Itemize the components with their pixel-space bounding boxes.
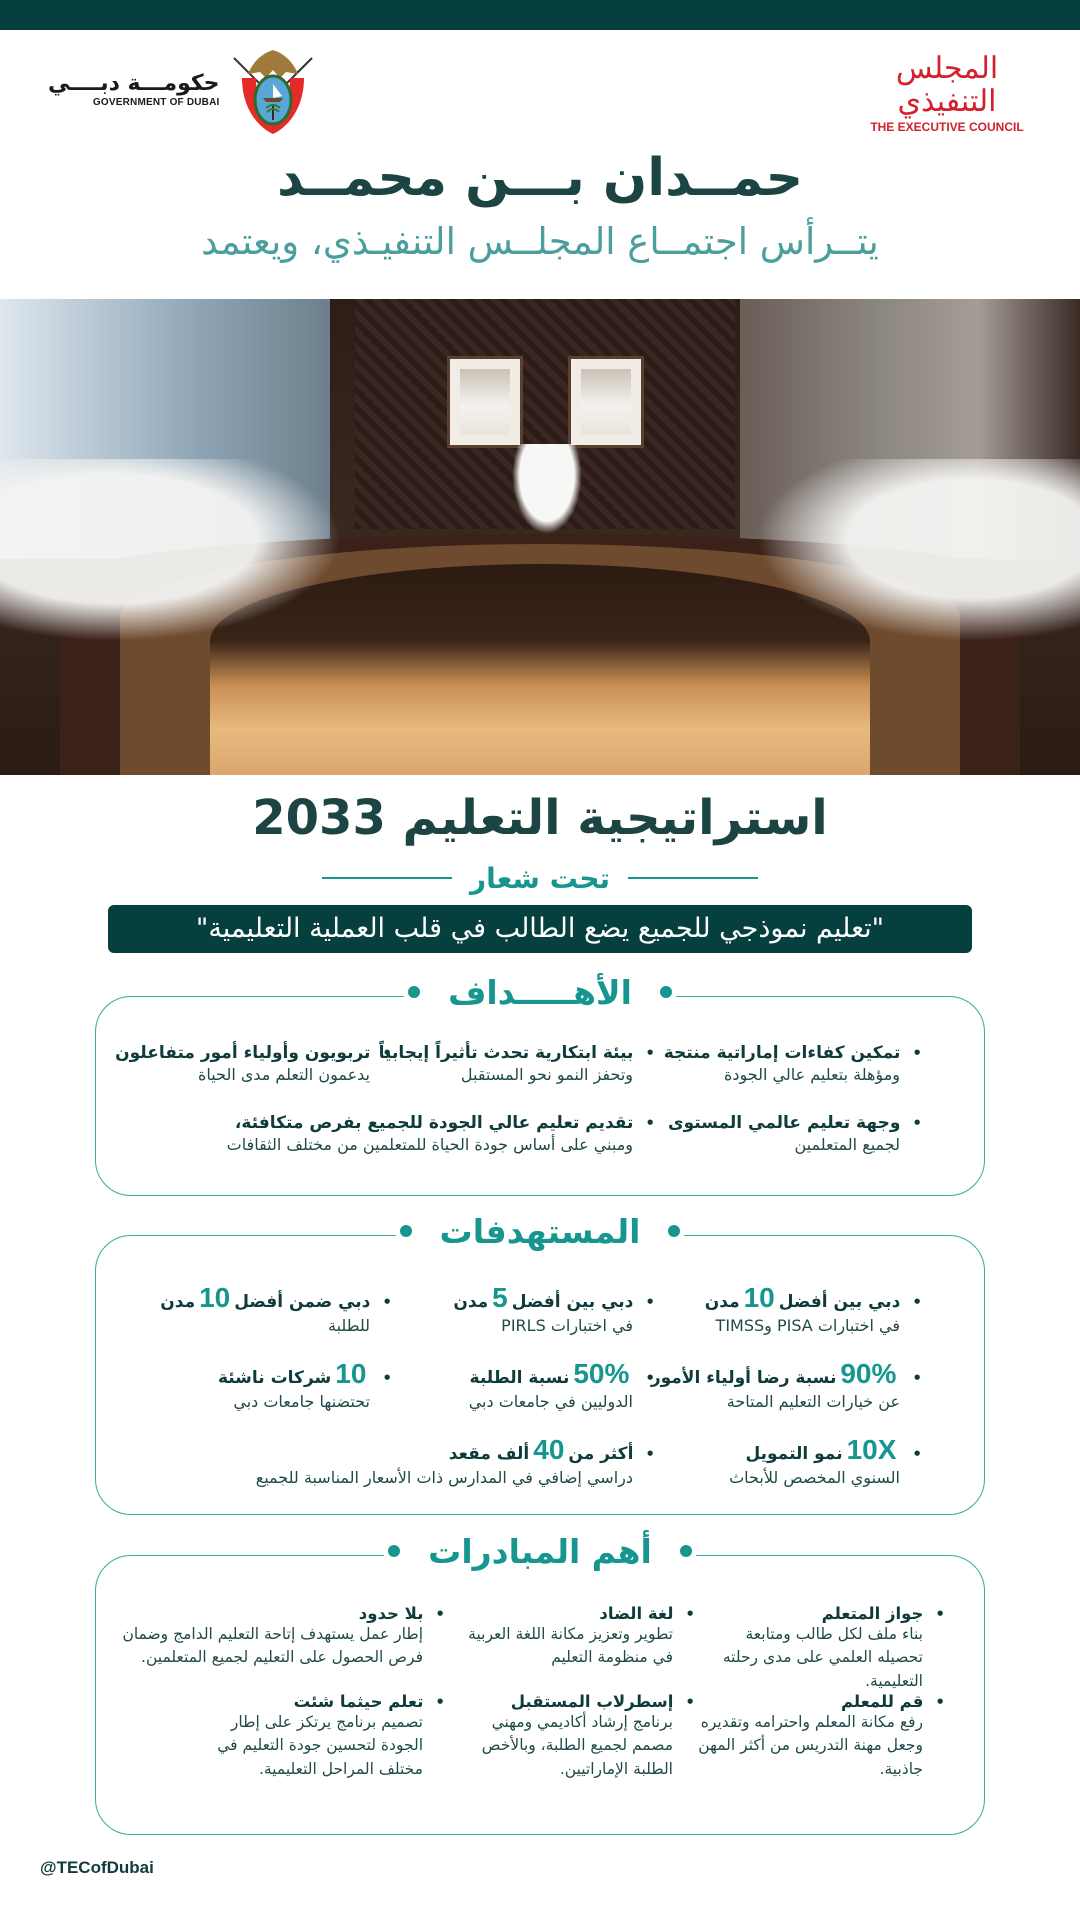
goal-desc: لجميع المتعلمين — [794, 1135, 900, 1154]
target-number: 50% — [573, 1358, 630, 1389]
initiatives-heading: أهم المبادرات — [400, 1532, 680, 1571]
initiative-item — [195, 1692, 445, 1781]
target-desc: عن خيارات التعليم المتاحة — [726, 1392, 900, 1411]
executive-council-logo — [862, 52, 1032, 134]
goal-item — [664, 1043, 922, 1086]
initiative-title: • جواز المتعلم — [695, 1604, 945, 1623]
strategy-title: استراتيجية التعليم 2033 — [252, 790, 828, 846]
slogan-label-row — [310, 858, 770, 898]
slogan-label: تحت شعار — [469, 861, 611, 895]
goal-item — [379, 1043, 655, 1086]
photo-attendees-left — [0, 459, 380, 659]
initiative-title: • قم للمعلم — [695, 1692, 945, 1711]
goal-title: • وجهة تعليم عالمي المستوى — [668, 1113, 922, 1133]
goal-desc: وتحفز النمو نحو المستقبل — [460, 1065, 633, 1084]
goals-heading: الأهـــــداف — [420, 973, 660, 1012]
dubai-emblem-icon — [230, 44, 316, 136]
initiative-title: • لغة الضاد — [455, 1604, 695, 1623]
initiative-desc: تطوير وتعزيز مكانة اللغة العربية في منظومة التعليم — [468, 1625, 673, 1667]
target-pre: دبي بين أفضل — [511, 1292, 634, 1312]
initiative-desc: بناء ملف لكل طالب ومتابعة تحصيله العلمي على مدى رحلته التعليمية. — [722, 1625, 923, 1690]
target-pre: أكثر من — [568, 1444, 634, 1464]
portrait-frame-left — [447, 356, 523, 448]
dot-icon — [388, 1545, 400, 1557]
goal-desc: ومؤهلة بتعليم عالي الجودة — [724, 1065, 900, 1084]
main-title: حمــدان بـــن محمــد — [276, 148, 804, 208]
government-of-dubai-logo — [48, 44, 316, 136]
goal-title: • تربويون وأولياء أمور متفاعلون — [115, 1043, 392, 1063]
dot-icon — [668, 1225, 680, 1237]
goal-title: • تقديم تعليم عالي الجودة للجميع بفرص متكافئة، — [227, 1113, 655, 1133]
dot-icon — [660, 986, 672, 998]
target-post: ألف مقعد — [448, 1444, 530, 1464]
target-number: 10 — [199, 1282, 231, 1313]
goals-card — [95, 996, 985, 1196]
target-item — [705, 1282, 922, 1337]
divider-line — [628, 877, 758, 879]
photo-attendees-right — [720, 459, 1080, 659]
target-number: 10 — [743, 1282, 775, 1313]
target-item — [469, 1358, 655, 1413]
goal-item — [668, 1113, 922, 1156]
initiative-title: • بلا حدود — [115, 1604, 445, 1623]
dot-icon — [408, 986, 420, 998]
target-desc: تحتضنها جامعات دبي — [233, 1392, 370, 1411]
target-post: مدن — [453, 1292, 489, 1312]
target-desc: دراسي إضافي في المدارس ذات الأسعار المناسبة للجميع — [255, 1468, 633, 1487]
target-desc: للطلبة — [328, 1316, 370, 1335]
initiative-item — [115, 1604, 445, 1670]
initiative-item — [695, 1604, 945, 1693]
gov-logo-english: GOVERNMENT OF DUBAI — [92, 96, 220, 108]
target-item — [453, 1282, 655, 1337]
target-post: نسبة الطلبة — [469, 1368, 570, 1388]
council-logo-english: THE EXECUTIVE COUNCIL — [870, 120, 1024, 134]
divider-line — [322, 877, 452, 879]
goal-item — [115, 1043, 392, 1086]
target-item — [160, 1282, 392, 1337]
sub-title: يتــرأس اجتمــاع المجلــس التنفيـذي، ويعتمد — [201, 220, 879, 263]
initiative-item — [455, 1692, 695, 1781]
initiative-item — [695, 1692, 945, 1781]
goal-desc: ومبني على أساس جودة الحياة للمتعلمين من مختلف الثقافات — [226, 1135, 633, 1154]
initiative-item — [455, 1604, 695, 1670]
social-handle[interactable]: @TECofDubai — [40, 1858, 154, 1877]
targets-heading: المستهدفات — [412, 1212, 669, 1251]
initiative-desc: إطار عمل يستهدف إتاحة التعليم الدامج وضمان فرص الحصول على التعليم لجميع المتعلمين. — [122, 1625, 423, 1667]
goal-title: • تمكين كفاءات إماراتية منتجة — [664, 1043, 922, 1063]
initiative-desc: برنامج إرشاد أكاديمي ومهني مصمم لجميع الطلبة، وبالأخص الطلبة الإماراتيين. — [481, 1713, 673, 1778]
target-post: نسبة رضا أولياء الأمور — [650, 1368, 837, 1388]
initiative-desc: رفع مكانة المعلم واحترامه وتقديره وجعل مهنة التدريس من أكثر المهن جاذبية. — [698, 1713, 923, 1778]
target-number: 10 — [335, 1358, 367, 1389]
target-item — [256, 1434, 655, 1489]
target-pre: دبي ضمن أفضل — [234, 1292, 371, 1312]
initiative-desc: تصميم برنامج يرتكز على إطار الجودة لتحسين جودة التعليم في مختلف المراحل التعليمية. — [217, 1713, 423, 1778]
dot-icon — [400, 1225, 412, 1237]
target-desc: السنوي المخصص للأبحاث — [729, 1468, 900, 1487]
slogan-banner: "تعليم نموذجي للجميع يضع الطالب في قلب العملية التعليمية" — [108, 905, 972, 953]
gov-logo-text — [48, 72, 220, 107]
initiative-title: • تعلم حيثما شئت — [195, 1692, 445, 1711]
target-number: 5 — [492, 1282, 508, 1313]
target-post: مدن — [704, 1292, 740, 1312]
initiative-title: • إسطرلاب المستقبل — [455, 1692, 695, 1711]
target-post: نمو التمويل — [745, 1444, 843, 1464]
targets-heading-row — [0, 1211, 1080, 1251]
top-bar — [0, 0, 1080, 30]
target-post: شركات ناشئة — [217, 1368, 332, 1388]
target-number: 90% — [840, 1358, 897, 1389]
meeting-photo — [0, 299, 1080, 775]
photo-chair-person — [512, 444, 582, 534]
target-number: 10X — [846, 1434, 897, 1465]
dot-icon — [680, 1545, 692, 1557]
target-item — [218, 1358, 392, 1413]
goal-title: • بيئة ابتكارية تحدث تأثيراً إيجابياً — [379, 1043, 655, 1063]
target-desc: الدوليين في جامعات دبي — [468, 1392, 633, 1411]
gov-logo-arabic: حكومـــة دبــــي — [48, 71, 220, 97]
target-pre: دبي بين أفضل — [778, 1292, 901, 1312]
goal-item — [227, 1113, 655, 1156]
goals-heading-row — [0, 972, 1080, 1012]
goal-desc: يدعمون التعلم مدى الحياة — [198, 1065, 370, 1084]
target-item — [651, 1358, 922, 1413]
portrait-frame-right — [568, 356, 644, 448]
target-post: مدن — [160, 1292, 196, 1312]
target-desc: في اختبارات PIRLS — [501, 1316, 633, 1335]
target-desc: في اختبارات PISA وTIMSS — [715, 1316, 900, 1335]
council-logo-arabic: المجلس التنفيذي — [895, 51, 999, 119]
target-number: 40 — [533, 1434, 565, 1465]
target-item — [729, 1434, 922, 1489]
initiatives-heading-row — [0, 1531, 1080, 1571]
